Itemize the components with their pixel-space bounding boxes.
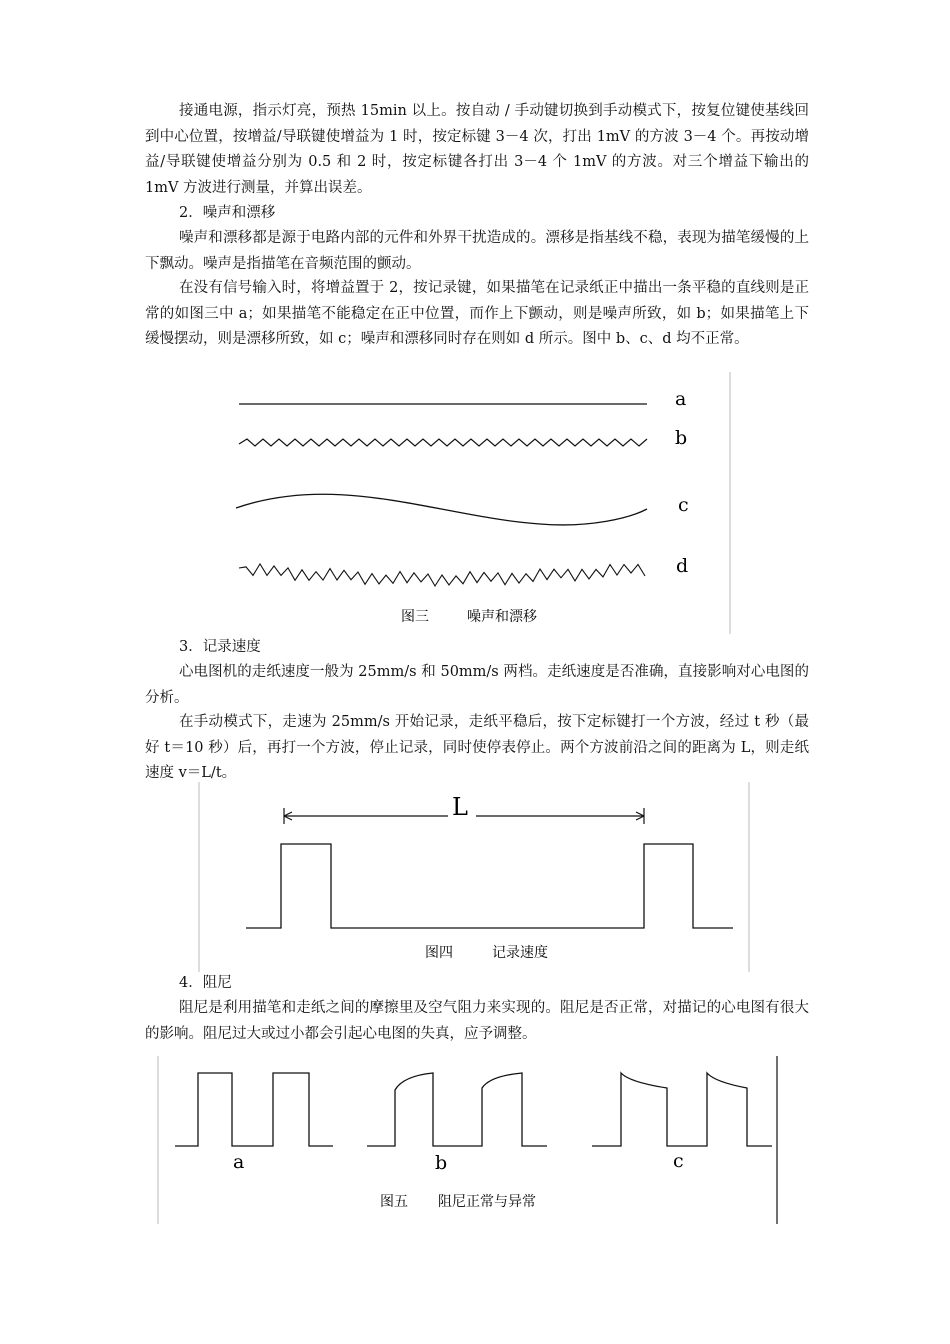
caption-title: 记录速度 [492, 945, 548, 961]
heading-recording-speed: 3．记录速度 [179, 639, 261, 655]
figure-recording-speed [198, 782, 753, 972]
square-wave-pair [246, 844, 733, 928]
paragraph-speed-method: 在手动模式下，走速为 25mm/s 开始记录，走纸平稳后，按下定标键打一个方波，经过 t 秒（最好 t＝10 秒）后，再打一个方波，停止记录，同时使停表停止。两个方波前沿之间的距离为 L，则走纸速度 v＝L/t。 [145, 714, 809, 781]
trace-c-drift [236, 494, 647, 525]
trace-d-noise-drift [239, 564, 645, 586]
label-a: a [233, 1151, 245, 1173]
label-b: b [675, 427, 688, 449]
label-c: c [678, 494, 689, 516]
paragraph-calibration: 接通电源，指示灯亮，预热 15min 以上。按自动 / 手动键切换到手动模式下，按复位键使基线回到中心位置，按增益/导联键使增益为 1 时，按定标键 3－4 次，打出 1mV 的方波 3－4 个。再按动增益/导联键使增益分别为 0.5 和 2 时，按定标键各打出 3－4 个 1mV 的方波。对三个增益下输出的 1mV 方波进行测量，并算出误差。 [145, 103, 809, 196]
label-c: c [673, 1150, 684, 1172]
label-d: d [676, 555, 689, 577]
wave-c-underdamped [592, 1073, 772, 1146]
heading-noise-drift: 2．噪声和漂移 [179, 205, 276, 221]
paragraph-noise-test: 在没有信号输入时，将增益置于 2，按记录键，如果描笔在记录纸正中描出一条平稳的直线则是正常的如图三中 a；如果描笔不能稳定在正中位置，而作上下颤动，则是噪声所致，如 b；如果描笔上下缓慢摆动，则是漂移所致，如 c；噪声和漂移同时存在则如 d 所示。图中 b、c、d 均不正常。 [145, 280, 809, 347]
paragraph-speed-intro: 心电图机的走纸速度一般为 25mm/s 和 50mm/s 两档。走纸速度是否准确，直接影响对心电图的分析。 [145, 664, 809, 706]
figure-noise-drift [140, 372, 732, 634]
paragraph-noise-definition: 噪声和漂移都是源于电路内部的元件和外界干扰造成的。漂移是指基线不稳，表现为描笔缓慢的上下飘动。噪声是指描笔在音频范围的颤动。 [145, 230, 809, 272]
wave-a-normal [175, 1073, 333, 1146]
paragraph-damping: 阻尼是利用描笔和走纸之间的摩擦里及空气阻力来实现的。阻尼是否正常，对描记的心电图有很大的影响。阻尼过大或过小都会引起心电图的失真，应予调整。 [145, 1000, 809, 1042]
figure-damping [157, 1056, 782, 1224]
trace-b-noise [239, 439, 647, 446]
label-a: a [675, 388, 687, 410]
heading-damping: 4．阻尼 [179, 975, 232, 991]
length-label-L: L [452, 793, 468, 821]
wave-b-overdamped [367, 1073, 547, 1146]
caption-number: 图四 [425, 945, 453, 961]
label-b: b [435, 1152, 448, 1174]
caption-number: 图五 [380, 1194, 408, 1210]
caption-title: 噪声和漂移 [467, 609, 537, 625]
caption-number: 图三 [401, 609, 429, 625]
caption-title: 阻尼正常与异常 [438, 1194, 536, 1210]
